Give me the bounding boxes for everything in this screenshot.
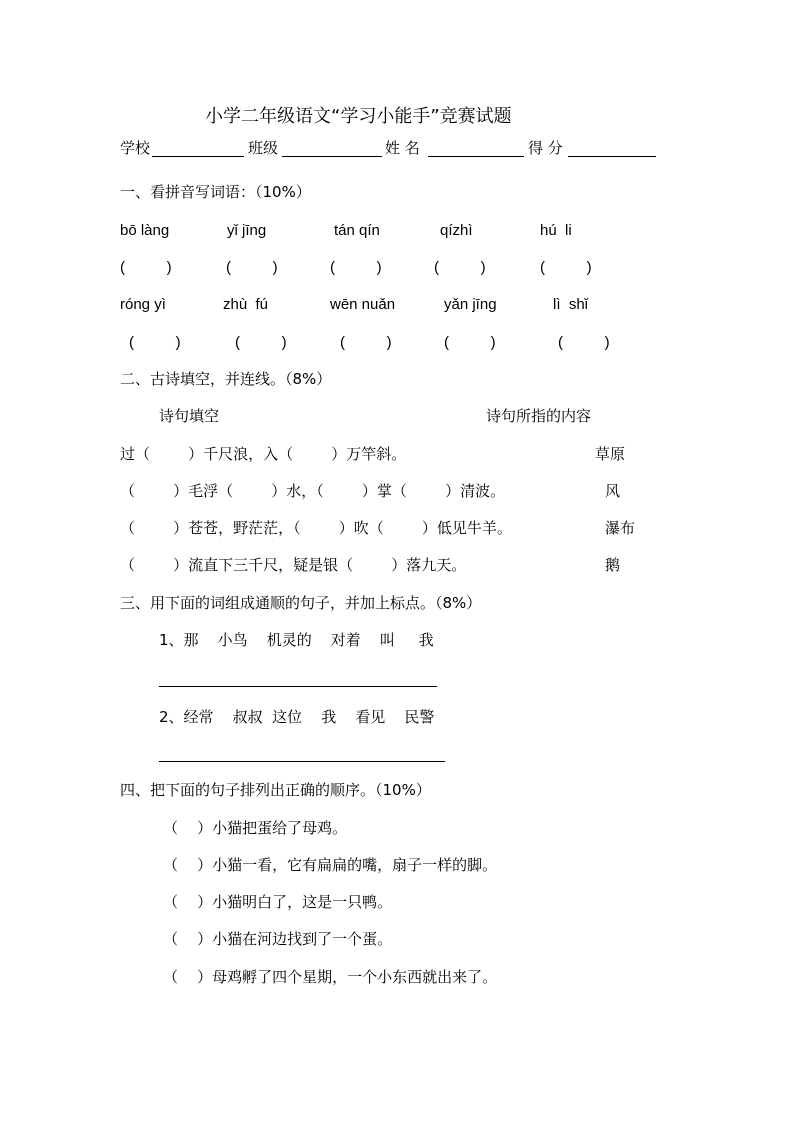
order-item-2[interactable]: （ ）小猫一看，它有扁扁的嘴，扇子一样的脚。 <box>163 856 498 874</box>
match-item-4[interactable]: 鹅 <box>605 556 621 574</box>
answer-paren-2-3[interactable]: ( ) <box>340 334 392 351</box>
match-item-2[interactable]: 风 <box>605 482 621 500</box>
score-label: 得 分 <box>528 139 563 157</box>
answer-paren-2-2[interactable]: ( ) <box>235 334 287 351</box>
pinyin-2-1: róng yì <box>120 296 166 313</box>
match-item-3[interactable]: 瀑布 <box>605 519 636 537</box>
pinyin-1-2: yǐ jīng <box>227 222 267 239</box>
section4-heading: 四、把下面的句子排列出正确的顺序。（10%） <box>120 781 431 799</box>
pinyin-2-3: wēn nuǎn <box>330 296 396 313</box>
question-3-1: 1、那 小鸟 机灵的 对着 叫 我 <box>159 631 434 649</box>
order-item-5[interactable]: （ ）母鸡孵了四个星期，一个小东西就出来了。 <box>163 968 498 986</box>
answer-paren-2-1[interactable]: ( ) <box>129 334 181 351</box>
pinyin-1-4: qízhì <box>440 222 473 239</box>
name-blank[interactable] <box>428 156 524 157</box>
answer-paren-1-2[interactable]: ( ) <box>226 259 278 276</box>
score-blank[interactable] <box>568 156 656 157</box>
match-item-1[interactable]: 草原 <box>595 445 626 463</box>
order-item-3[interactable]: （ ）小猫明白了，这是一只鸭。 <box>163 893 393 911</box>
pinyin-2-2: zhù fú <box>223 296 269 313</box>
poem-fill-header: 诗句填空 <box>159 407 220 425</box>
poem-line-2[interactable]: （ ）毛浮（ ）水，（ ）掌（ ）清波。 <box>120 482 506 500</box>
poem-line-3[interactable]: （ ）苍苍，野茫茫，（ ）吹（ ）低见牛羊。 <box>120 519 512 537</box>
answer-paren-1-4[interactable]: ( ) <box>434 259 486 276</box>
section2-heading: 二、古诗填空，并连线。（8%） <box>120 370 332 388</box>
answer-paren-2-5[interactable]: ( ) <box>558 334 610 351</box>
answer-line-3-1[interactable] <box>159 686 437 687</box>
name-label: 姓 名 <box>385 139 420 157</box>
class-label: 班级 <box>248 139 279 157</box>
school-blank[interactable] <box>152 156 244 157</box>
section1-heading: 一、看拼音写词语：（10%） <box>120 183 311 201</box>
answer-paren-1-1[interactable]: ( ) <box>120 259 172 276</box>
poem-line-1[interactable]: 过（ ）千尺浪，入（ ）万竿斜。 <box>120 445 407 463</box>
poem-line-4[interactable]: （ ）流直下三千尺，疑是银（ ）落九天。 <box>120 556 467 574</box>
pinyin-2-4: yǎn jīng <box>444 296 497 313</box>
page-title: 小学二年级语文“学习小能手”竞赛试题 <box>205 106 512 127</box>
answer-line-3-2[interactable] <box>159 761 445 762</box>
class-blank[interactable] <box>282 156 382 157</box>
pinyin-1-5: hú li <box>540 222 572 239</box>
school-label: 学校 <box>120 139 151 157</box>
answer-paren-1-5[interactable]: ( ) <box>540 259 592 276</box>
question-3-2: 2、经常 叔叔 这位 我 看见 民警 <box>159 708 435 726</box>
order-item-4[interactable]: （ ）小猫在河边找到了一个蛋。 <box>163 930 393 948</box>
section3-heading: 三、用下面的词组成通顺的句子，并加上标点。（8%） <box>120 594 482 612</box>
answer-paren-2-4[interactable]: ( ) <box>444 334 496 351</box>
answer-paren-1-3[interactable]: ( ) <box>330 259 382 276</box>
order-item-1[interactable]: （ ）小猫把蛋给了母鸡。 <box>163 819 348 837</box>
pinyin-1-1: bō làng <box>120 222 170 239</box>
poem-meaning-header: 诗句所指的内容 <box>486 407 592 425</box>
pinyin-1-3: tán qín <box>334 222 380 239</box>
pinyin-2-5: lì shǐ <box>553 296 589 313</box>
